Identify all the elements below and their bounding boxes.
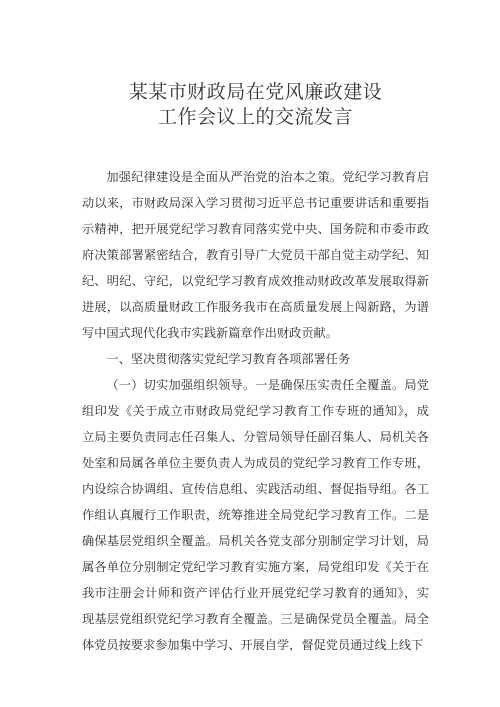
document-title <box>82 80 429 130</box>
title-line-2: 工作会议上的交流发言 <box>157 106 353 128</box>
section-1-paragraph-1: （一）切实加强组织领导。一是确保压实责任全覆盖。局党组印发《关于成立市财政局党纪学习教育工作专班的通知》，成立局主要负责同志任召集人、分管局领导任副召集人、局机关各处室和局属各单位主要负责人为成员的党纪学习教育工作专班，内设综合协调组、宣传信息组、实践活动组、督促指导组。各工作组认真履行工作职责，统筹推进全局党纪学习教育工作。二是确保基层党组织全覆盖。局机关各党支部分别制定学习计划，局属各单位分别制定党纪学习教育实施方案，局党组印发《关于在我市注册会计师和资产评估行业开展党纪学习教育的通知》，实现基层党组织党纪学习教育全覆盖。三是确保党员全覆盖。局全体党员按要求参加集中学习、开展自学，督促党员通过线上线下 <box>82 378 429 652</box>
section-heading-1: 一、坚决贯彻落实党纪学习教育各项部署任务 <box>106 352 351 366</box>
title-line-1: 某某市财政局在党风廉政建设 <box>128 81 383 103</box>
intro-paragraph: 加强纪律建设是全面从严治党的治本之策。党纪学习教育启动以来，市财政局深入学习贯彻习近平总书记重要讲话和重要指示精神，把开展党纪学习教育同落实党中央、国务院和市委市政府决策部署紧密结合，教育引导广大党员干部自觉主动学纪、知纪、明纪、守纪，以党纪学习教育成效推动财政改革发展取得新进展，以高质量财政工作服务我市在高质量发展上闯新路，为谱写中国式现代化我市实践新篇章作出财政贡献。 <box>82 170 429 340</box>
